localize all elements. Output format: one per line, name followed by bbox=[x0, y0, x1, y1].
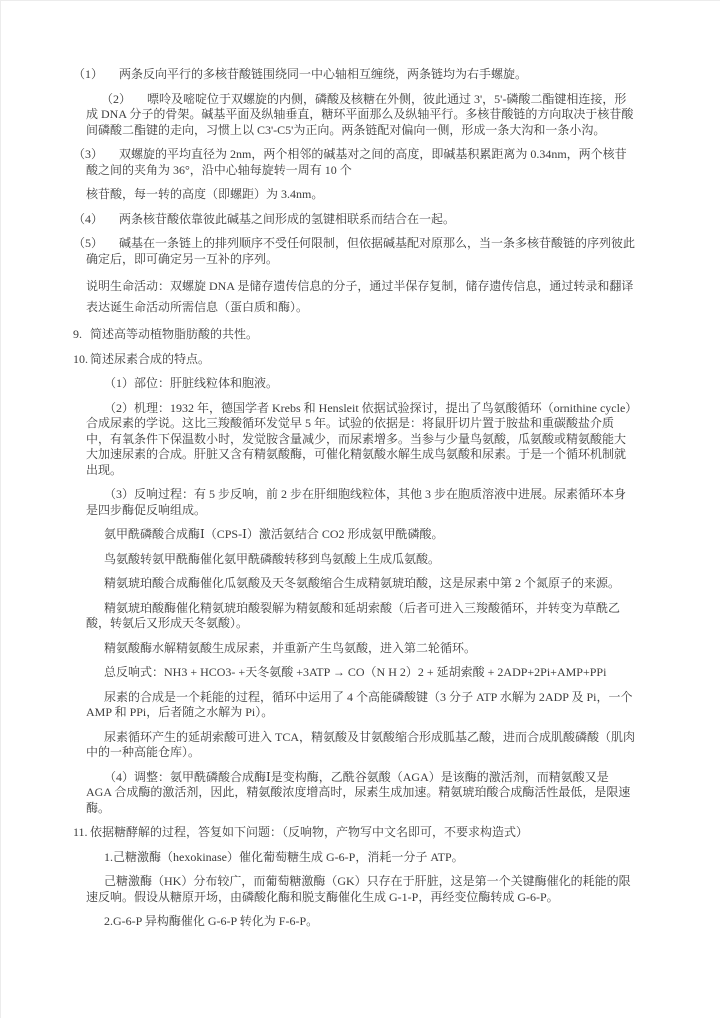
paragraph-8 bbox=[73, 351, 636, 368]
paragraph-12 bbox=[86, 527, 636, 543]
paragraph-text: 尿素循环产生的延胡索酸可进入 TCA，精氨酸及甘氨酸缩合形成胍基乙酸，进而合成肌酸磷酸（肌肉中的一种高能仓库）。 bbox=[86, 729, 636, 759]
paragraph-text: 己糖激酶（HK）分布较广，而葡萄糖激酶（GK）只存在于肝脏，这是第一个关键酶催化的耗能的限速反响。假设从糖原开场，由磷酸化酶和脱支酶催化生成 G-1-P，再经变位酶转成 G-6-P。 bbox=[86, 874, 631, 904]
paragraph-text: 鸟氨酸转氨甲酰酶催化氨甲酰磷酸转移到鸟氨酸上生成瓜氨酸。 bbox=[104, 551, 441, 566]
paragraph-text: 简述尿素合成的特点。 bbox=[90, 351, 211, 366]
paragraph-text: 精氨琥珀酸酶催化精氨琥珀酸裂解为精氨酸和延胡索酸（后者可进入三羧酸循环，并转变为草酰乙酸，转氨后又形成天冬氨酸）。 bbox=[86, 600, 621, 630]
paragraph-text: 总反响式：NH3 + HCO3- +天冬氨酸 +3ATP → CO（N H 2）2 + 延胡索酸 + 2ADP+2Pi+AMP+PPi bbox=[104, 665, 607, 679]
paragraph-15 bbox=[86, 601, 636, 632]
paragraph-13 bbox=[86, 552, 636, 568]
document-body bbox=[73, 67, 636, 930]
paragraph-22 bbox=[86, 850, 636, 866]
paragraph-text: 说明生命活动：双螺旋 DNA 是储存遗传信息的分子，通过半保存复制，储存遗传信息，通过转录和翻译表达诞生命活动所需信息（蛋白质和酶）。 bbox=[86, 279, 634, 314]
list-marker: （5） bbox=[73, 236, 104, 250]
paragraph-text: 1.己糖激酶（hexokinase）催化葡萄糖生成 G-6-P，消耗一分子 ATP。 bbox=[104, 849, 464, 864]
paragraph-text: 碱基在一条链上的排列顺序不受任何限制，但依据碱基配对原那么，当一条多核苷酸链的序列彼此确定后，即可确定另一互补的序列。 bbox=[86, 236, 636, 266]
paragraph-2 bbox=[73, 147, 636, 178]
paragraph-10 bbox=[86, 401, 636, 479]
paragraph-text: 双螺旋的平均直径为 2nm，两个相邻的碱基对之间的高度，即碱基积累距离为 0.34nm，两个核苷酸之间的夹角为 36°，沿中心轴每旋转一周有 10 个 bbox=[86, 147, 627, 177]
paragraph-text: 精氨酸酶水解精氨酸生成尿素，并重新产生鸟氨酸，进入第二轮循环。 bbox=[104, 640, 477, 655]
paragraph-0 bbox=[73, 67, 636, 83]
list-marker: （1） bbox=[73, 67, 104, 81]
list-marker: （3） bbox=[73, 147, 104, 161]
list-marker: 9. bbox=[73, 327, 82, 341]
paragraph-text: （2）机理：1932 年，德国学者 Krebs 和 Hensleit 依据试验探讨，提出了鸟氨酸循环（ornithine cycle）合成尿素的学说。这比三羧酸循环发觉早 5 年。试验的依据是：将鼠肝切片置于胺盐和重碳酸盐介质中，有氧条件下保温数小时，发觉胺含量减少，而尿素增多。当参与少量鸟氨酸，瓜氨酸或精氨酸能大大加速尿素的合成。肝脏又含有精氨酸酶，可催化精氨酸水解生成鸟氨酸和尿素。于是一个循环机制就出现。 bbox=[86, 400, 632, 477]
paragraph-text: 核苷酸，每一转的高度（即螺距）为 3.4nm。 bbox=[86, 187, 324, 201]
paragraph-14 bbox=[86, 576, 636, 592]
paragraph-19 bbox=[86, 730, 636, 761]
paragraph-20 bbox=[86, 770, 636, 817]
paragraph-text: 两条反向平行的多核苷酸链围绕同一中心轴相互缠绕，两条链均为右手螺旋。 bbox=[119, 67, 528, 81]
paragraph-text: 依据糖酵解的过程，答复如下问题：（反响物，产物写中文名即可，不要求构造式） bbox=[90, 825, 529, 839]
paragraph-21 bbox=[73, 825, 636, 841]
paragraph-text: 简述高等动植物脂肪酸的共性。 bbox=[90, 327, 259, 341]
list-marker: 11. bbox=[73, 825, 88, 839]
paragraph-9 bbox=[86, 376, 636, 392]
paragraph-24 bbox=[86, 914, 636, 930]
list-marker: 10. bbox=[73, 351, 88, 366]
paragraph-5 bbox=[73, 236, 636, 267]
paragraph-text: 两条核苷酸依靠彼此碱基之间形成的氢键相联系而结合在一起。 bbox=[119, 211, 456, 226]
paragraph-6 bbox=[86, 276, 636, 318]
paragraph-11 bbox=[86, 487, 636, 518]
paragraph-7 bbox=[73, 327, 636, 343]
paragraph-17 bbox=[86, 665, 636, 681]
paragraph-4 bbox=[73, 211, 636, 228]
paragraph-text: （3）反响过程：有 5 步反响，前 2 步在肝细胞线粒体，其他 3 步在胞质溶液中进展。尿素循环本身是四步酶促反响组成。 bbox=[86, 487, 627, 517]
paragraph-1 bbox=[86, 92, 636, 139]
paragraph-text: （4）调整：氨甲酰磷酸合成酶Ⅰ是变构酶，乙酰谷氨酸（AGA）是该酶的激活剂，而精氨酸又是 AGA 合成酶的激活剂，因此，精氨酸浓度增高时，尿素生成加速。精氨琥珀酸合成酶活性最低，是限速酶。 bbox=[86, 769, 631, 815]
list-marker: （4） bbox=[73, 211, 104, 226]
paragraph-18 bbox=[86, 690, 636, 721]
paragraph-16 bbox=[86, 641, 636, 657]
paragraph-text: 2.G-6-P 异构酶催化 G-6-P 转化为 F-6-P。 bbox=[104, 914, 319, 928]
paragraph-text: 嘌呤及嘧啶位于双螺旋的内侧，磷酸及核糖在外侧，彼此通过 3'，5'-磷酸二酯键相连接，形成 DNA 分子的骨架。碱基平面及纵轴垂直，糖环平面那么及纵轴平行。多核苷酸链的方向取决于核苷酸间磷酸二酯键的走向，习惯上以 C3'-C5'为正向。两条链配对偏向一侧，形成一条大沟和一条小沟。 bbox=[86, 91, 634, 137]
paragraph-3 bbox=[86, 187, 636, 203]
paragraph-text: 氨甲酰磷酸合成酶Ⅰ（CPS-Ⅰ）激活氨结合 CO2 形成氨甲酰磷酸。 bbox=[104, 527, 444, 541]
paragraph-text: 精氨琥珀酸合成酶催化瓜氨酸及天冬氨酸缩合生成精氨琥珀酸，这是尿素中第 2 个氮原子的来源。 bbox=[104, 576, 621, 590]
list-marker: （2） bbox=[101, 91, 132, 106]
paragraph-text: （1）部位：肝脏线粒体和胞液。 bbox=[104, 376, 279, 390]
paragraph-23 bbox=[86, 874, 636, 905]
paragraph-text: 尿素的合成是一个耗能的过程，循环中运用了 4 个高能磷酸键（3 分子 ATP 水解为 2ADP 及 Pi，一个 AMP 和 PPi，后者随之水解为 Pi）。 bbox=[86, 689, 633, 719]
